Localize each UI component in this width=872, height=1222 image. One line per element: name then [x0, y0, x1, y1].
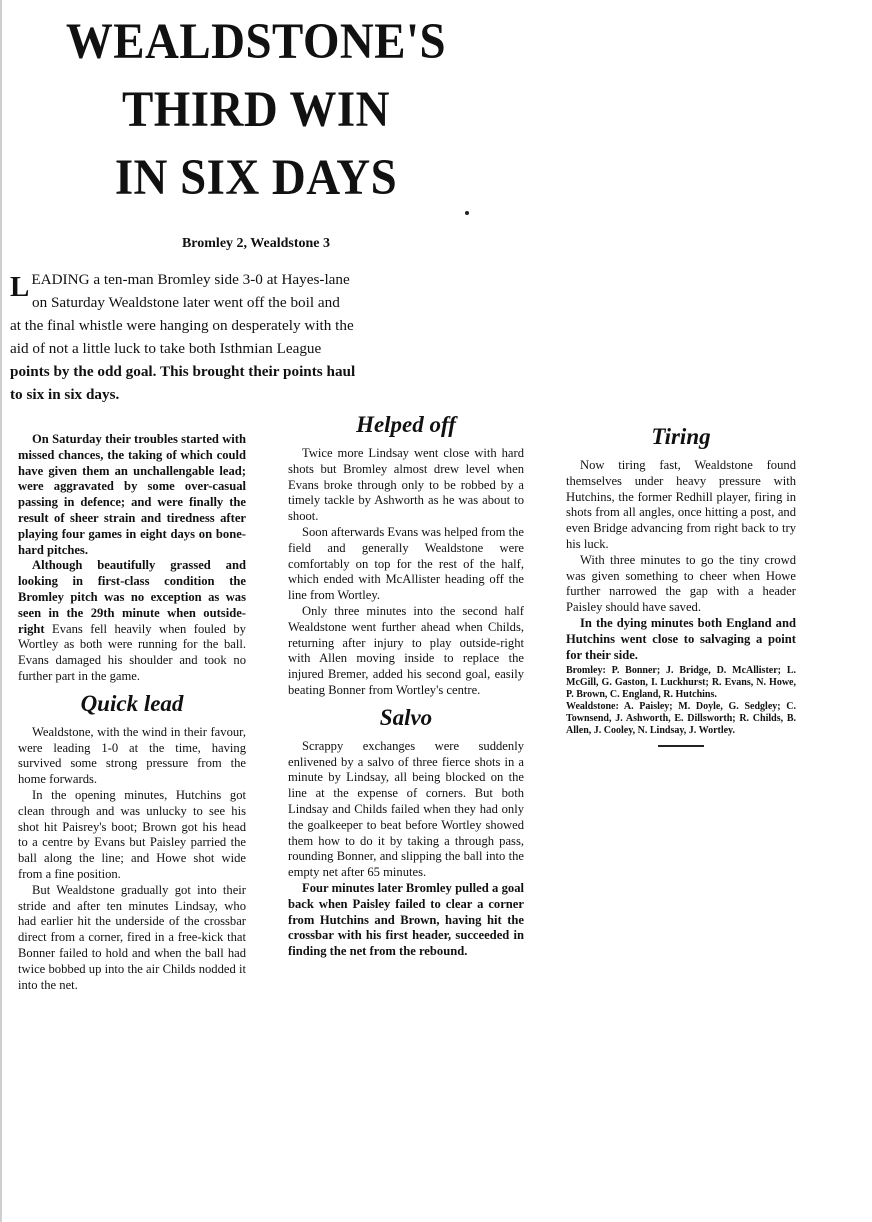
col3-paragraph-1: Now tiring fast, Wealdstone found themselves under heavy pressure with Hutchins, the former Redhill player, firing in shots from all angles, once hitting a post, and even Bridge advancing from right back to try his luck.	[566, 458, 796, 551]
lead-line-5: points by the odd goal. This brought their points haul	[10, 363, 356, 380]
subheading-quick-lead: Quick lead	[80, 690, 184, 716]
lead-line-6: to six in six days.	[10, 386, 120, 403]
col2-paragraph-5: Four minutes later Bromley pulled a goal back when Paisley failed to clear a corner from Hutchins and Brown, having hit the crossbar with his first header, succeeded in finding the net from the rebound.	[288, 880, 524, 959]
column-1	[18, 432, 246, 993]
lead-line-1: EADING a ten-man Bromley side 3-0 at Hayes-lane	[31, 271, 350, 288]
subheading-salvo: Salvo	[379, 704, 433, 730]
col1-paragraph-1: On Saturday their troubles started with missed chances, the taking of which could have given them an unchallengable lead; were aggravated by some over-casual passing in defence; and were finally the result of sheer strain and tiredness after playing four games in eight days on bone-hard pitches.	[18, 432, 246, 557]
drop-cap: L	[10, 271, 30, 303]
col1-paragraph-3: Wealdstone, with the wind in their favour, were leading 1-0 at the time, having survived some strong pressure from the home forwards.	[18, 724, 246, 787]
lead-paragraph	[10, 268, 492, 406]
col1-paragraph-2	[18, 558, 246, 684]
team-lineups	[566, 665, 796, 737]
subheading-tiring: Tiring	[651, 424, 711, 449]
col2-paragraph-1: Twice more Lindsay went close with hard shots but Bromley almost drew level when Evans broke through only to be robbed by a timely tackle by Ashworth as he was about to shoot.	[288, 446, 524, 524]
col2-paragraph-4: Scrappy exchanges were suddenly enlivened by a salvo of three fierce shots in a minute by Lindsay, all being blocked on the line at the expense of corners. But both Lindsay and Childs failed when they had only the goalkeeper to beat before Wortley showed them how to do it by taking a through pass, rounding Bonner, and slipping the ball into the empty net after 65 minutes.	[288, 738, 524, 880]
lead-line-2: on Saturday Wealdstone later went off the boil and	[32, 294, 340, 311]
lead-line-3: at the final whistle were hanging on desperately with the	[10, 317, 354, 334]
column-3	[566, 422, 796, 747]
col2-paragraph-3: Only three minutes into the second half Wealdstone went further ahead when Childs, returning after injury to play outside-right with Allen moving inside to replace the injured Bremer, added his second goal, easily beating Bonner from Wortley's centre.	[288, 603, 524, 697]
col1-paragraph-5: But Wealdstone gradually got into their stride and after ten minutes Lindsay, who had earlier hit the underside of the crossbar direct from a corner, fired in a free-kick that Bonner failed to hold and when the ball had twice bobbed up into the air Childs nodded it into the net.	[18, 882, 246, 992]
subheading-helped-off: Helped off	[356, 412, 456, 437]
lineup-bromley: Bromley: P. Bonner; J. Bridge, D. McAllister; L. McGill, G. Gaston, I. Luckhurst; R. Evans, N. Howe, P. Brown, C. England, R. Hutchins.	[566, 665, 796, 701]
headline-line-3: IN SIX DAYS	[114, 150, 398, 206]
column-2	[288, 410, 524, 960]
lead-line-4: aid of not a little luck to take both Isthmian League	[10, 340, 322, 357]
end-rule	[658, 745, 704, 747]
lineup-wealdstone: Wealdstone: A. Paisley; M. Doyle, G. Sedgley; C. Townsend, J. Ashworth, E. Dillsworth; R. Childs, B. Allen, J. Cooley, N. Lindsay, J. Wortley.	[566, 701, 796, 737]
col3-paragraph-2: With three minutes to go the tiny crowd was given something to cheer when Howe further narrowed the gap with a header Paisley should have saved.	[566, 552, 796, 615]
headline-line-2: THIRD WIN	[122, 82, 390, 138]
headline-line-1: WEALDSTONE'S	[65, 14, 447, 70]
col1-paragraph-4: In the opening minutes, Hutchins got clean through and was unlucky to see his shot hit Paisrey's boot; Brown got his head to a centre by Evans but Paisley parried the ball along the line; and Howe shot wide from a fine position.	[18, 787, 246, 881]
left-edge-rule	[0, 0, 2, 1222]
headline	[10, 8, 502, 212]
col1-paragraph-2-bold: Although beautifully grassed and looking in first-class condition the Bromley pitch was no exception as was seen in the 29th minute when outside-right	[18, 558, 246, 636]
score-byline: Bromley 2, Wealdstone 3	[181, 236, 331, 251]
col2-paragraph-2: Soon afterwards Evans was helped from the field and generally Wealdstone were comfortably on top for the rest of the half, which ended with McAllister heading off the line from Wortley.	[288, 524, 524, 603]
col3-paragraph-3: In the dying minutes both England and Hutchins went close to salvaging a point for their side.	[566, 615, 796, 662]
headline-dot	[465, 211, 469, 215]
col1-paragraph-2-rest: Evans fell heavily when fouled by Wortley as both were running for the ball. Evans damaged his shoulder and took no further part in the game.	[18, 621, 246, 683]
